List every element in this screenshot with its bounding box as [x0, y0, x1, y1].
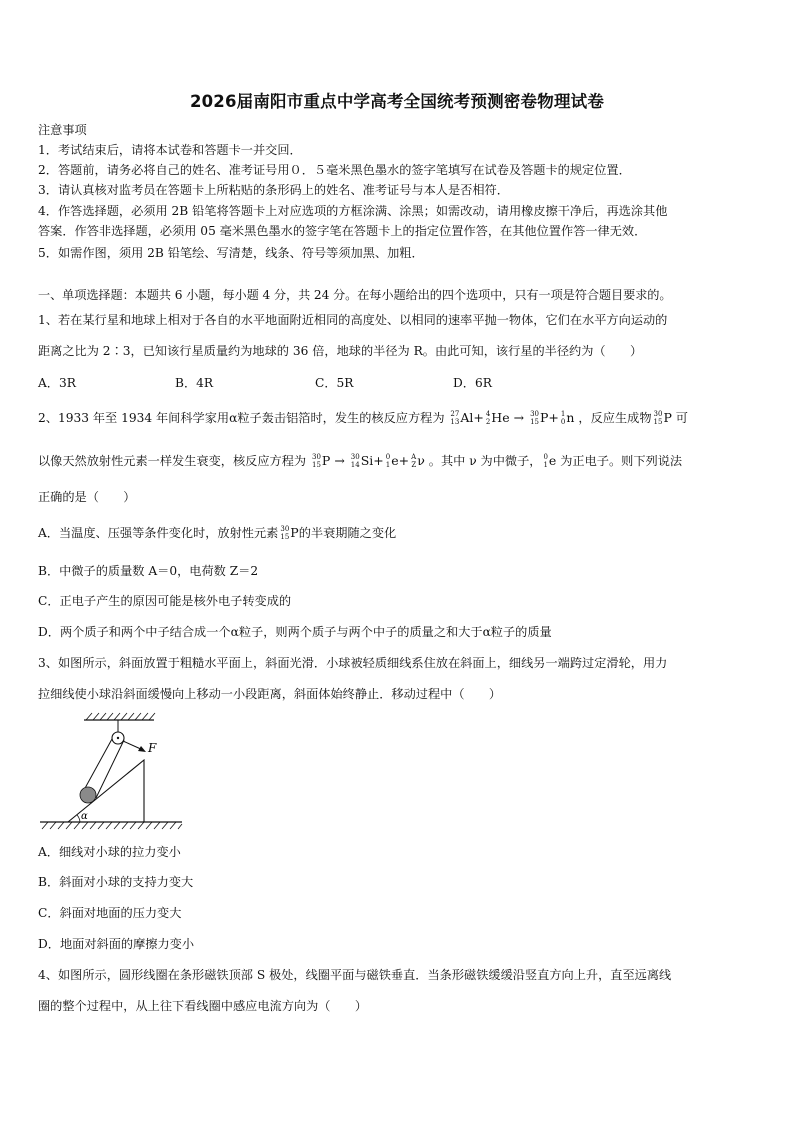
q1-option-c[interactable]: C．5R	[315, 376, 354, 390]
q2-option-d[interactable]: D．两个质子和两个中子结合成一个α粒子，则两个质子与两个中子的质量之和大于α粒子的质量	[38, 625, 552, 639]
q2-text: 。其中 ν 为中微子，	[428, 454, 542, 468]
q2-text: ，反应生成物	[578, 411, 652, 425]
q4-line-1: 4、如图所示，圆形线圈在条形磁铁顶部 S 极处，线圈平面与磁铁垂直．当条形磁铁缓缓沿竖直方向上升，直至远离线	[38, 968, 672, 982]
incline-pulley-figure	[36, 712, 186, 832]
q1-options	[38, 374, 492, 391]
notice-item-5: 5．如需作图，须用 2B 铅笔绘、写清楚，线条、符号等须加黑、加粗．	[38, 246, 424, 260]
ball-icon	[80, 787, 96, 803]
q1-option-b[interactable]: B．4R	[175, 376, 214, 390]
q3-line-1: 3、如图所示，斜面放置于粗糙水平面上，斜面光滑．小球被轻质细线系住放在斜面上，细线另一端跨过定滑轮，用力	[38, 656, 668, 670]
q2-text: 可	[675, 411, 688, 425]
q3-line-2: 拉细线使小球沿斜面缓慢向上移动一小段距离，斜面体始终静止．移动过程中（ ）	[38, 687, 502, 701]
notice-item-3: 3．请认真核对监考员在答题卡上所粘贴的条形码上的姓名、准考证号与本人是否相符．	[38, 183, 509, 197]
q1-option-d[interactable]: D．6R	[453, 376, 492, 390]
q3-option-b[interactable]: B．斜面对小球的支持力变大	[38, 875, 194, 889]
q3-option-c[interactable]: C．斜面对地面的压力变大	[38, 906, 182, 920]
notice-item-2: 2．答题前，请务必将自己的姓名、准考证号用０．５毫米黑色墨水的签字笔填写在试卷及答题卡的规定位置．	[38, 163, 631, 177]
force-label: F	[148, 741, 157, 755]
notice-item-1: 1．考试结束后，请将本试卷和答题卡一并交回．	[38, 143, 302, 157]
reaction-equation-1: 27 13 Al+ 4 2 He → 30 15 P+ 1 0 n	[450, 409, 575, 426]
q2-option-a[interactable]: A．当温度、压强等条件变化时，放射性元素 30 15 P的半衰期随之变化	[38, 524, 397, 541]
nuclide-positron: 0 1 e	[543, 452, 557, 469]
angle-label: α	[81, 811, 88, 822]
q2-option-c[interactable]: C．正电子产生的原因可能是核外电子转变成的	[38, 594, 292, 608]
q1-line-2: 距离之比为 2∶3，已知该行星质量约为地球的 36 倍，地球的半径为 R。由此可知，该行星的半径约为（ ）	[38, 344, 643, 358]
section-heading: 一、单项选择题：本题共 6 小题，每小题 4 分，共 24 分。在每小题给出的四个选项中，只有一项是符合题目要求的。	[38, 288, 672, 302]
q3-option-d[interactable]: D．地面对斜面的摩擦力变小	[38, 937, 195, 951]
notice-heading: 注意事项	[38, 123, 87, 137]
notice-item-4: 4．作答选择题，必须用 2B 铅笔将答题卡上对应选项的方框涂满、涂黑；如需改动，请用橡皮擦干净后，再选涂其他	[38, 204, 668, 218]
q2-text: 为正电子。则下列说法	[560, 454, 683, 468]
q2-line-2	[38, 453, 682, 470]
q2-text: 2、1933 年至 1934 年间科学家用α粒子轰击铝箔时，发生的核反应方程为	[38, 411, 445, 425]
q1-option-a[interactable]: A．3R	[38, 376, 76, 390]
nuclide-p30: 30 15 P	[653, 409, 672, 426]
q2-option-b[interactable]: B．中微子的质量数 A＝0，电荷数 Z＝2	[38, 564, 259, 578]
q2-text: 以像天然放射性元素一样发生衰变，核反应方程为	[38, 454, 307, 468]
q2-line-3: 正确的是（ ）	[38, 490, 136, 504]
q2-line-1	[38, 410, 688, 427]
q3-option-a[interactable]: A．细线对小球的拉力变小	[38, 845, 181, 859]
q4-line-2: 圈的整个过程中，从上往下看线圈中感应电流方向为（ ）	[38, 999, 368, 1013]
reaction-equation-2: 30 15 P → 30 14 Si+ 0 1 e+ A Z ν	[312, 452, 425, 469]
page-title: 2026届南阳市重点中学高考全国统考预测密卷物理试卷	[189, 92, 605, 111]
notice-item-4-cont: 答案．作答非选择题，必须用 05 毫米黑色墨水的签字笔在答题卡上的指定位置作答，在其他位置作答一律无效．	[38, 224, 647, 238]
q1-line-1: 1、若在某行星和地球上相对于各自的水平地面附近相同的高度处、以相同的速率平抛一物体，它们在水平方向运动的	[38, 313, 668, 327]
nuclide-p30-opt: 30 15 P	[280, 524, 299, 541]
